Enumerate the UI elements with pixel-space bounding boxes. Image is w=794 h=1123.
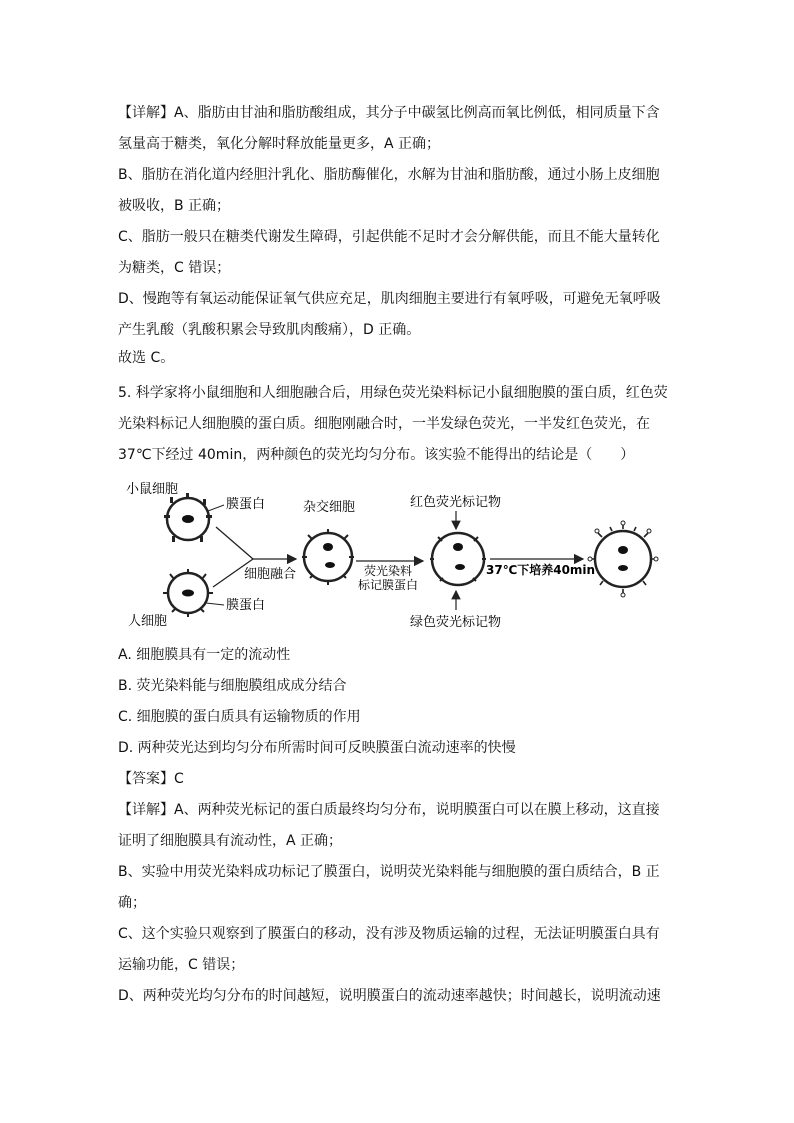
explanation-text-line: B、脂肪在消化道内经胆汁乳化、脂肪酶催化，水解为甘油和脂肪酸，通过小肠上皮细胞 [118, 167, 660, 183]
labeled-cell-icon [430, 533, 486, 585]
final-cell-icon [588, 521, 658, 597]
explanation-text-line: 【详解】A、两种荧光标记的蛋白质最终均匀分布，说明膜蛋白可以在膜上移动，这直接 [118, 802, 660, 818]
explanation-text-line: 被吸收，B 正确； [118, 198, 231, 214]
red-marker-label: 红色荧光标记物 [410, 495, 502, 510]
option-b: B. 荧光染料能与细胞膜组成成分结合 [118, 678, 347, 694]
question-stem-line: 37℃下经过 40min，两种颜色的荧光均匀分布。该实验不能得出的结论是（ ） [118, 447, 635, 463]
question-stem-line: 5. 科学家将小鼠细胞和人细胞融合后，用绿色荧光染料标记小鼠细胞膜的蛋白质，红色荧 [118, 385, 668, 401]
explanation-text-line: C、这个实验只观察到了膜蛋白的移动，没有涉及物质运输的过程，无法证明膜蛋白具有 [118, 926, 660, 942]
question-stem-line: 光染料标记人细胞膜的蛋白质。细胞刚融合时，一半发绿色荧光，一半发红色荧光，在 [118, 416, 650, 432]
human-cell-icon [163, 569, 213, 617]
explanation-text-line: 氢量高于糖类，氧化分解时释放能量更多，A 正确； [118, 136, 441, 152]
fluorescent-dye-label-line1: 荧光染料 [364, 564, 413, 578]
option-c: C. 细胞膜的蛋白质具有运输物质的作用 [118, 709, 361, 725]
membrane-protein-label: 膜蛋白 [226, 497, 266, 512]
green-marker-label: 绿色荧光标记物 [410, 615, 502, 630]
hybrid-cell-label: 杂交细胞 [303, 500, 356, 515]
fluorescent-dye-label-line2: 标记膜蛋白 [358, 578, 419, 592]
explanation-text-line: 运输功能，C 错误； [118, 957, 245, 973]
explanation-text-line: 确； [118, 895, 146, 911]
hybrid-cell-icon [302, 529, 354, 585]
explanation-text-line: 【详解】A、脂肪由甘油和脂肪酸组成，其分子中碳氢比例高而氧比例低，相同质量下含 [118, 105, 660, 121]
explanation-text-line: D、两种荧光均匀分布的时间越短，说明膜蛋白的流动速率越快；时间越长，说明流动速 [118, 988, 661, 1004]
explanation-text-line: 证明了细胞膜具有流动性，A 正确； [118, 833, 343, 849]
explanation-text-line: 产生乳酸（乳酸积累会导致肌肉酸痛），D 正确。 [118, 322, 421, 338]
cell-fusion-label: 细胞融合 [244, 567, 297, 582]
answer-choice-line: 故选 C。 [118, 350, 175, 366]
human-cell-label: 人细胞 [128, 614, 168, 629]
explanation-text-line: D、慢跑等有氧运动能保证氧气供应充足，肌肉细胞主要进行有氧呼吸，可避免无氧呼吸 [118, 291, 661, 307]
mouse-cell-label: 小鼠细胞 [126, 482, 179, 497]
explanation-text-line: 为糖类，C 错误； [118, 260, 231, 276]
option-a: A. 细胞膜具有一定的流动性 [118, 647, 291, 663]
explanation-text-line: B、实验中用荧光染料成功标记了膜蛋白，说明荧光染料能与细胞膜的蛋白质结合，B 正 [118, 864, 660, 880]
answer-label: 【答案】C [118, 771, 184, 787]
mouse-cell-icon [164, 493, 212, 542]
cell-fusion-diagram [118, 475, 678, 635]
explanation-text-line: C、脂肪一般只在糖类代谢发生障碍，引起供能不足时才会分解供能，而且不能大量转化 [118, 229, 660, 245]
option-d: D. 两种荧光达到均匀分布所需时间可反映膜蛋白流动速率的快慢 [118, 740, 516, 756]
membrane-protein-label: 膜蛋白 [226, 598, 266, 613]
culture-condition-label: 37℃下培养40min [486, 563, 596, 577]
